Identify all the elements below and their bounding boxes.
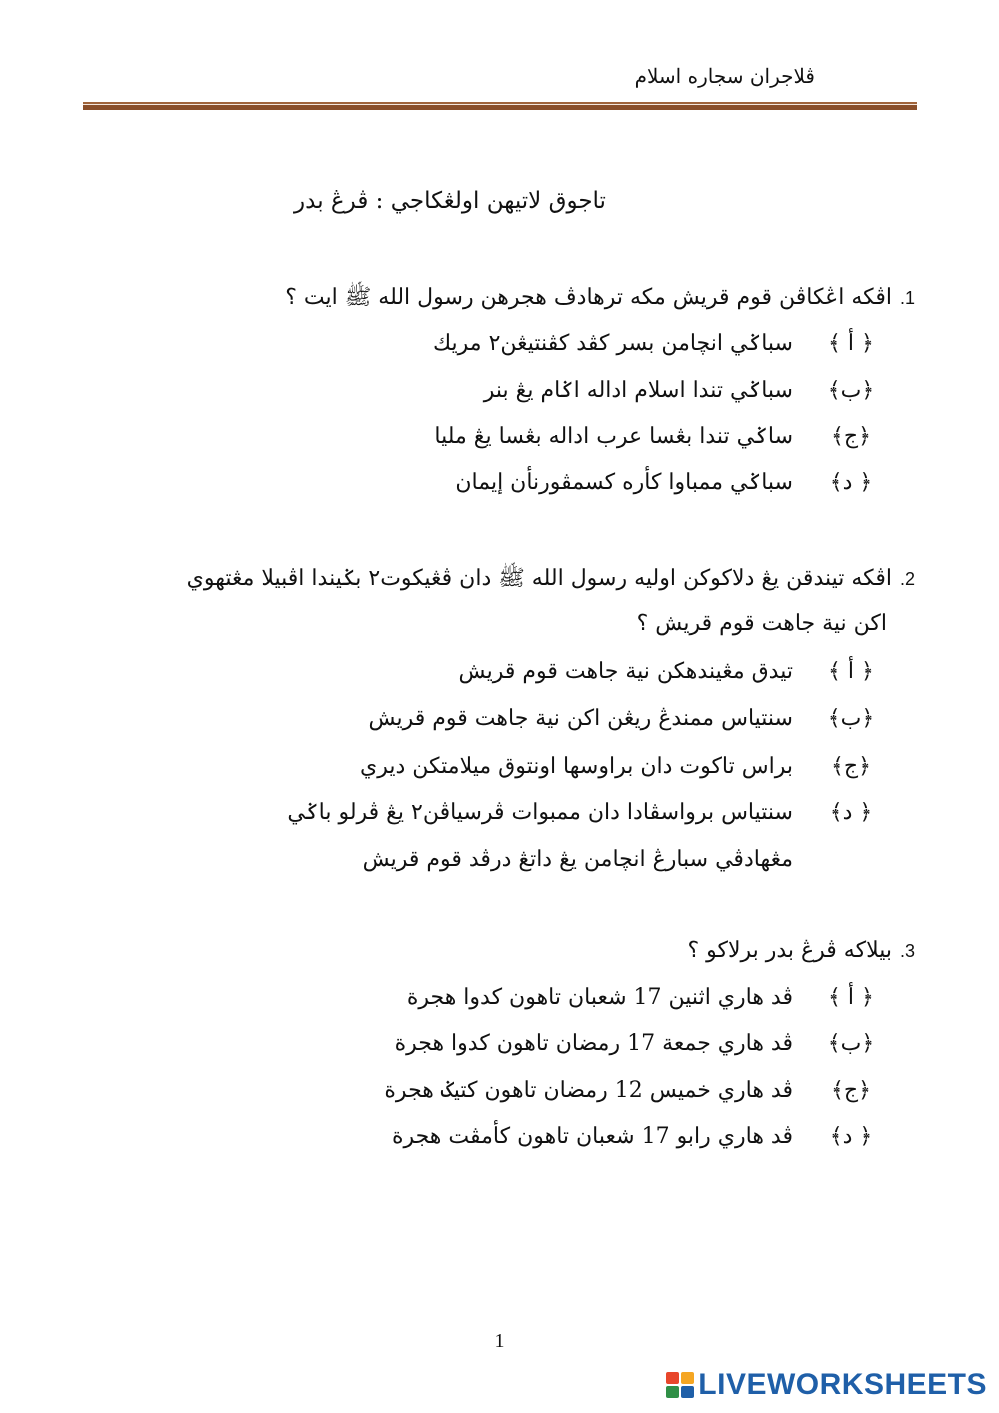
- question-1-text: 1.اڤكه اڠكاڤن قوم قريش مكه ترهادڤ هجرهن رسول الله ﷺ ايت ؟: [285, 285, 915, 310]
- q3-option-a-letter: ﴿ أ ﴾: [828, 985, 874, 1010]
- q1-option-d-letter: ﴿ د﴾: [829, 470, 873, 495]
- worksheet-title: تاجوق لاتيهن اولڠكاجي : ڤرڠ بدر: [294, 188, 606, 214]
- q2-option-b-text: سنتياس ممندڠ ريڠن اكن نية جاهت قوم قريش: [368, 706, 793, 731]
- q3-option-b-letter: ﴿ب﴾: [827, 1031, 875, 1056]
- page-number: 1: [494, 1330, 505, 1352]
- q2-option-a-text: تيدق مڠيندهكن نية جاهت قوم قريش: [458, 659, 793, 684]
- q1-option-c-letter: ﴿ج﴾: [831, 424, 871, 449]
- q2-option-b-letter: ﴿ب﴾: [827, 706, 875, 731]
- q3-option-a-text: ڤد هاري اثنين 17 شعبان تاهون كدوا هجرة: [406, 985, 793, 1010]
- question-2-text-cont: اكن نية جاهت قوم قريش ؟: [636, 611, 887, 636]
- q1-option-a-text: سباݢي انچامن بسر كڤد كڤنتيڠن٢ مريك: [433, 331, 793, 356]
- logo-square-1: [666, 1372, 679, 1384]
- q3-option-c-letter: ﴿ج﴾: [831, 1078, 871, 1103]
- q2-option-d-text: سنتياس برواسڤادا دان ممبوات ڤرسياڤن٢ يڠ ڤرلو باݢي: [287, 800, 793, 825]
- q2-option-d-text-cont: مڠهادڤي سبارڠ انچامن يڠ داتڠ درڤد قوم قريش: [362, 847, 793, 872]
- header-title: ڤلاجران سجاره اسلام: [634, 64, 815, 88]
- question-3-number: 3.: [899, 941, 915, 961]
- question-2-number: 2.: [899, 569, 915, 589]
- header-divider: [83, 102, 917, 110]
- logo-square-2: [681, 1372, 694, 1384]
- q1-option-a-letter: ﴿ أ ﴾: [828, 331, 874, 356]
- liveworksheets-logo[interactable]: [666, 1369, 987, 1401]
- q1-option-c-text: ساݢي تندا بڠسا عرب اداله بڠسا يڠ مليا: [434, 424, 793, 449]
- q3-option-d-text: ڤد هاري رابو 17 شعبان تاهون كأمڤت هجرة: [391, 1124, 793, 1149]
- liveworksheets-logo-icon: [666, 1372, 694, 1398]
- q1-option-b-text: سباݢي تندا اسلام اداله اݢام يڠ بنر: [483, 378, 793, 403]
- question-1-number: 1.: [899, 288, 915, 308]
- q2-option-a-letter: ﴿ أ ﴾: [828, 659, 874, 684]
- q3-option-b-text: ڤد هاري جمعة 17 رمضان تاهون كدوا هجرة: [394, 1031, 793, 1056]
- q3-option-c-text: ڤد هاري خميس 12 رمضان تاهون كتيݢ هجرة: [384, 1078, 793, 1103]
- question-2-text: 2.اڤكه تيندقن يڠ دلاكوكن اوليه رسول الله ﷺ دان ڤڠيكوت٢ بݢيندا اڤبيلا مڠتهوي: [186, 566, 915, 591]
- liveworksheets-logo-text: LIVEWORKSHEETS: [698, 1368, 987, 1401]
- logo-square-3: [666, 1386, 679, 1398]
- q1-option-b-letter: ﴿ب﴾: [827, 378, 875, 403]
- q1-option-d-text: سباݢي ممباوا كأره كسمڤورنأن إيمان: [455, 470, 793, 495]
- q3-option-d-letter: ﴿ د﴾: [829, 1124, 873, 1149]
- question-3-text: 3.بيلاكه ڤرڠ بدر برلاكو ؟: [687, 938, 915, 963]
- q2-option-c-text: براس تاكوت دان براوسها اونتوق ميلامتكن ديري: [360, 754, 793, 779]
- q2-option-d-letter: ﴿ د﴾: [829, 800, 873, 825]
- logo-square-4: [681, 1386, 694, 1398]
- q2-option-c-letter: ﴿ج﴾: [831, 754, 871, 779]
